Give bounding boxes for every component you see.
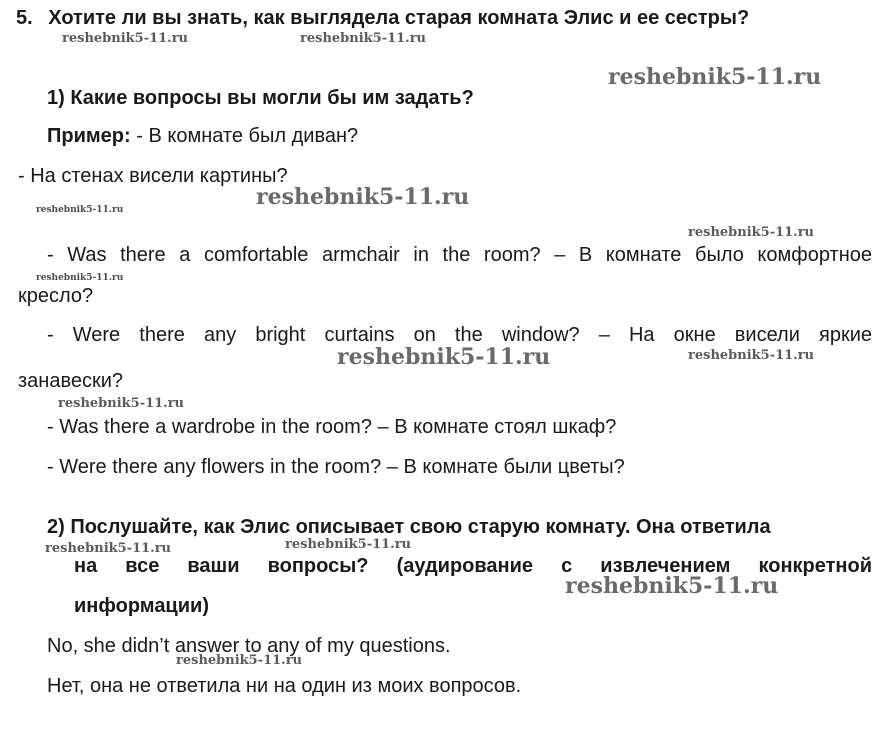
question-curtains: - Were there any bright curtains on the window? – На окне висели яркие — [47, 324, 872, 346]
question-armchair: - Was there a comfortable armchair in the room? – В комнате было комфортное — [47, 244, 872, 266]
watermark: reshebnik5-11.ru — [45, 541, 172, 556]
part1-heading: 1) Какие вопросы вы могли бы им задать? — [47, 87, 474, 109]
watermark: reshebnik5-11.ru — [565, 573, 779, 599]
task-number: 5. — [16, 7, 33, 29]
watermark: reshebnik5-11.ru — [688, 348, 815, 363]
watermark: reshebnik5-11.ru — [608, 64, 822, 90]
watermark: reshebnik5-11.ru — [36, 205, 124, 215]
watermark: reshebnik5-11.ru — [337, 344, 551, 370]
watermark: reshebnik5-11.ru — [62, 31, 189, 46]
task-heading-text: Хотите ли вы знать, как выглядела старая комната Элис и ее сестры? — [48, 7, 750, 29]
example-text: - В комнате был диван? — [130, 125, 359, 147]
example-line — [47, 124, 358, 148]
question-paintings: - На стенах висели картины? — [18, 165, 288, 187]
example-label: Пример: — [47, 125, 131, 147]
watermark: reshebnik5-11.ru — [285, 537, 412, 552]
answer-russian: Нет, она не ответила ни на один из моих вопросов. — [47, 675, 522, 697]
question-curtains-cont: занавески? — [18, 370, 124, 392]
task-heading — [16, 6, 749, 30]
part2-heading-line1: 2) Послушайте, как Элис описывает свою старую комнату. Она ответила — [47, 516, 771, 538]
question-flowers: - Were there any flowers in the room? – В комнате были цветы? — [47, 456, 625, 478]
question-armchair-cont: кресло? — [18, 285, 94, 307]
watermark: reshebnik5-11.ru — [176, 653, 303, 668]
part2-heading-line2: на все ваши вопросы? (аудирование с извлечением конкретной — [74, 555, 872, 577]
answer-english: No, she didn’t answer to any of my questions. — [47, 635, 451, 657]
watermark: reshebnik5-11.ru — [36, 273, 124, 283]
question-wardrobe: - Was there a wardrobe in the room? – В комнате стоял шкаф? — [47, 416, 617, 438]
watermark: reshebnik5-11.ru — [58, 396, 185, 411]
watermark: reshebnik5-11.ru — [300, 31, 427, 46]
watermark: reshebnik5-11.ru — [688, 225, 815, 240]
part2-heading-line3: информации) — [74, 595, 209, 617]
watermark: reshebnik5-11.ru — [256, 184, 470, 210]
